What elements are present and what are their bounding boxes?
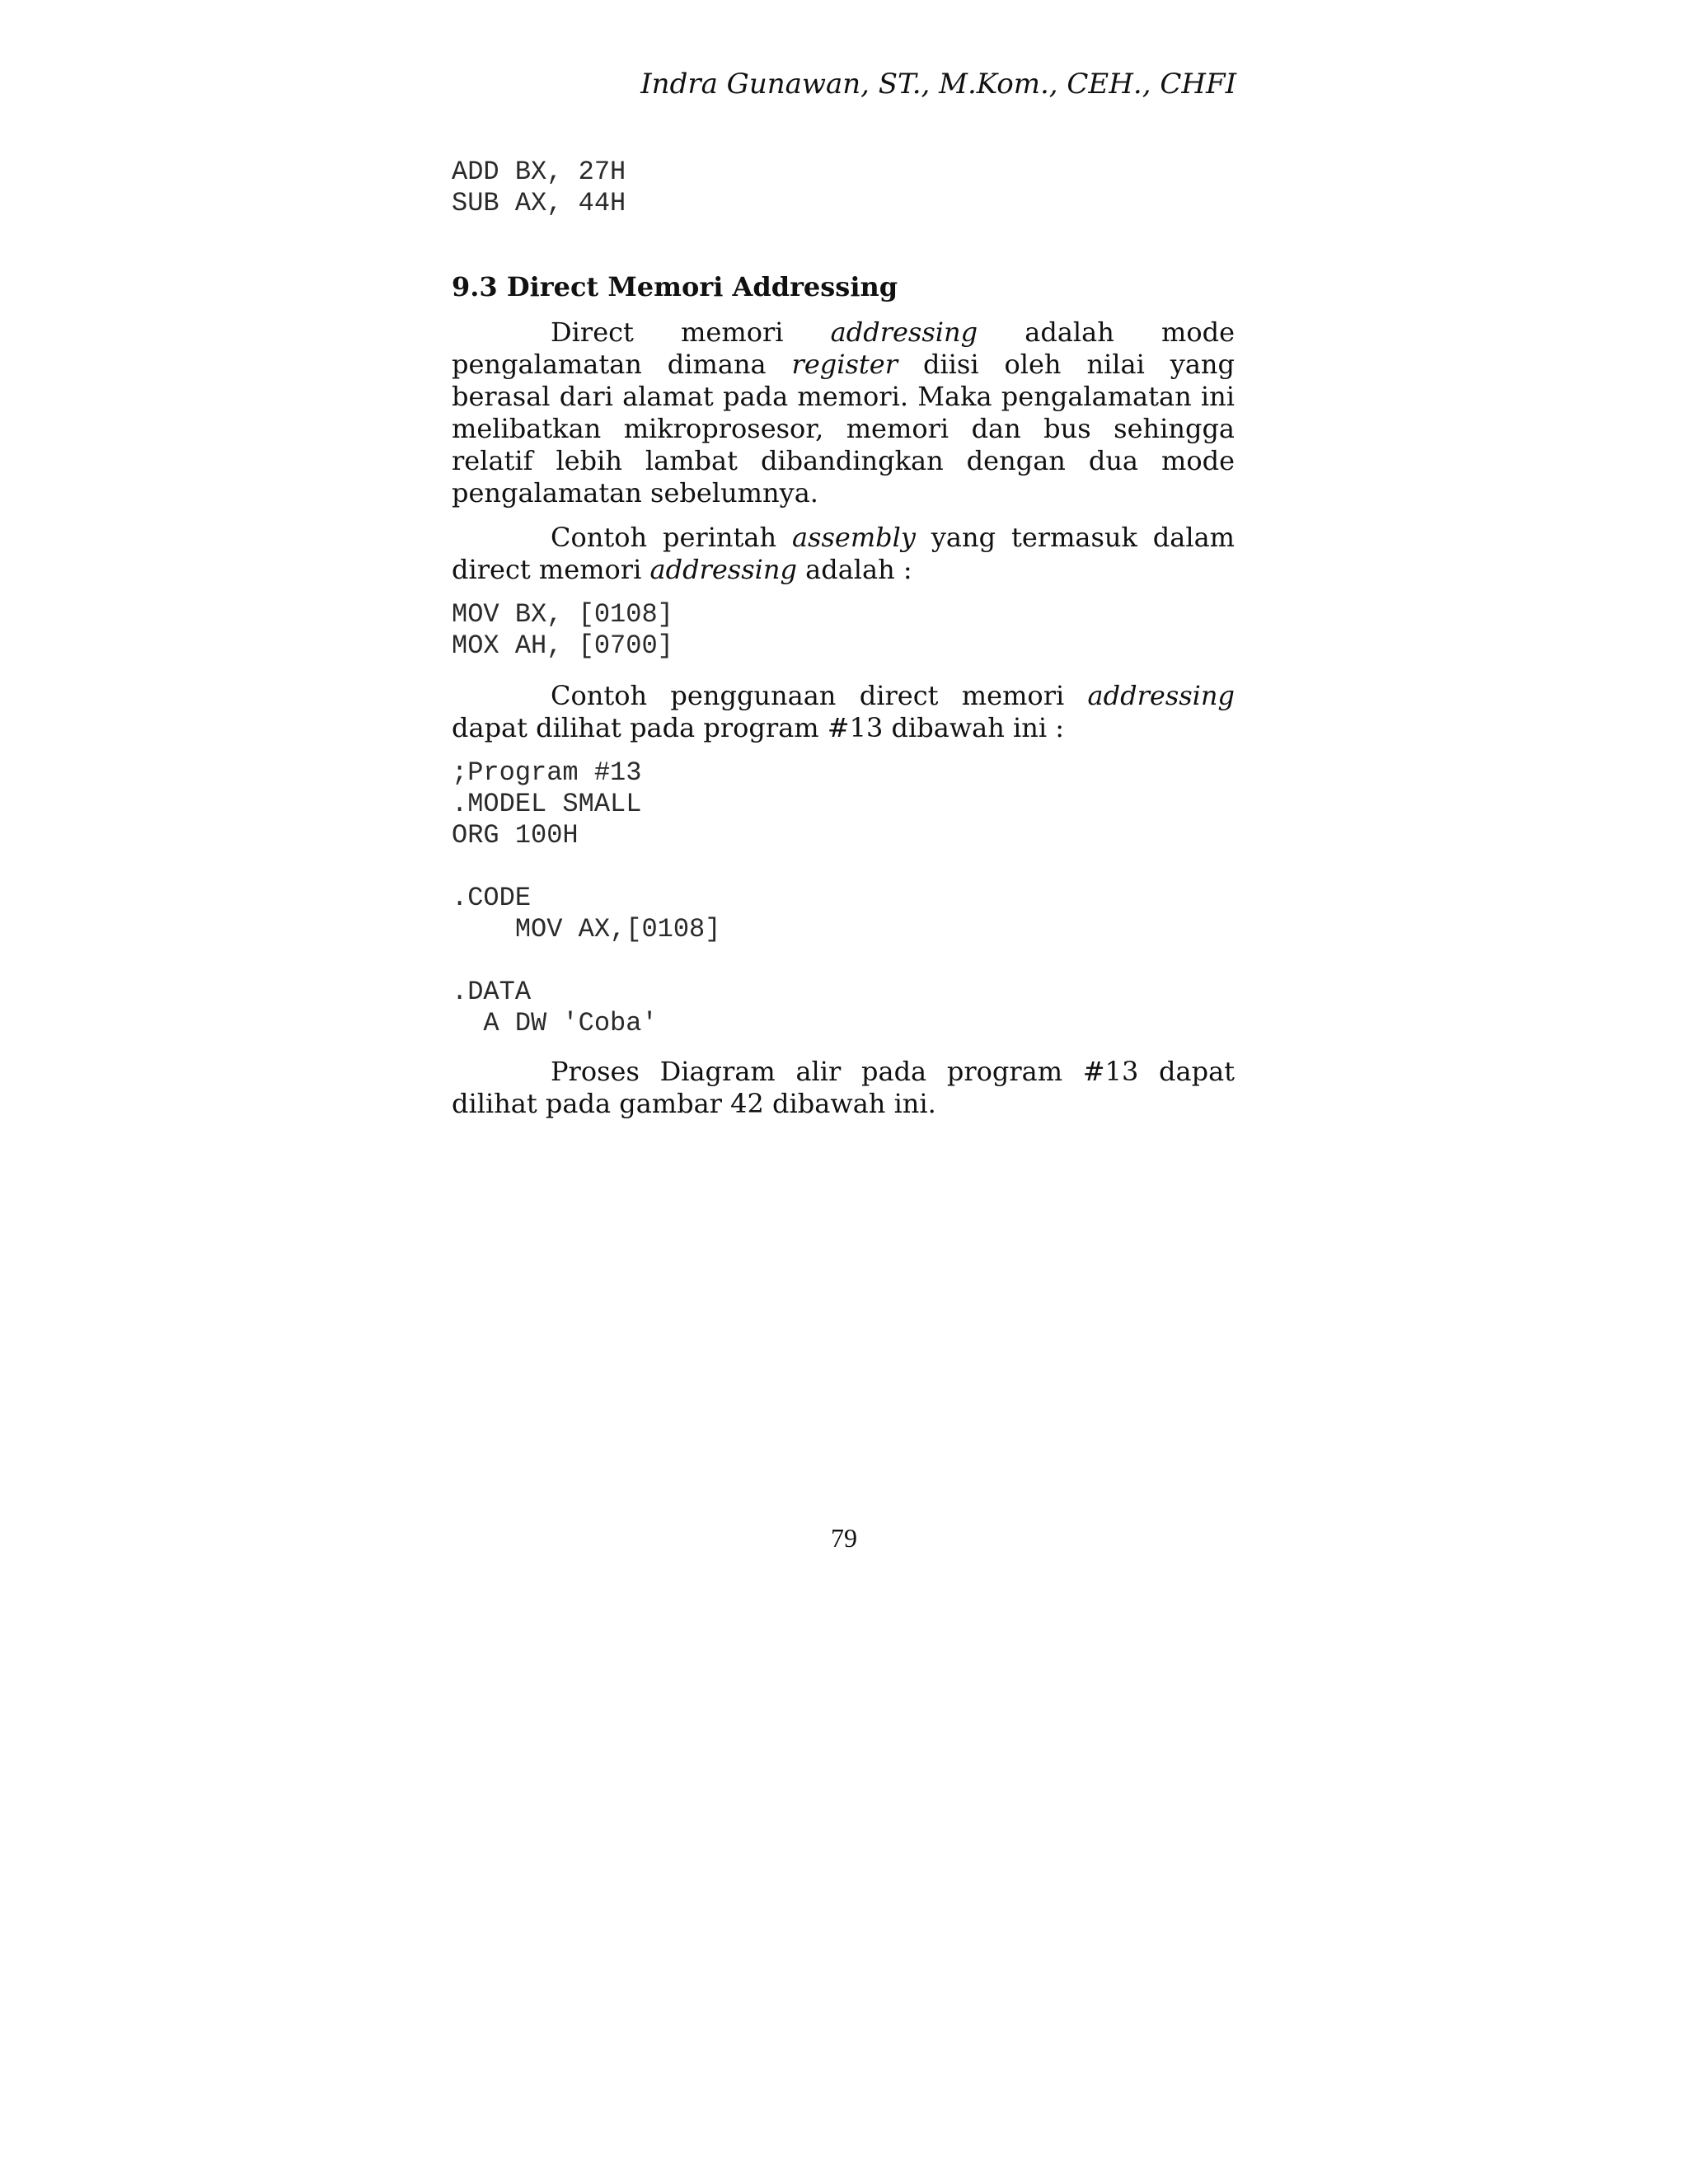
page-number: 79 <box>831 1523 857 1553</box>
code-line: .DATA <box>452 977 532 1007</box>
code-block-5 <box>452 977 1235 1039</box>
italic-term: assembly <box>791 522 916 553</box>
code-line: .CODE <box>452 883 532 913</box>
text-run: diisi oleh nilai yang berasal dari alamat pada memori. Maka pengalamatan ini melibatkan mikroprosesor, memori dan bus sehingga relatif lebih lambat dibandingkan dengan dua mode pengalamatan sebelumnya. <box>452 349 1235 509</box>
italic-term: addressing <box>830 316 978 348</box>
code-line: ADD BX, 27H <box>452 157 626 187</box>
text-run: Direct memori <box>551 316 831 348</box>
paragraph-3 <box>452 680 1235 744</box>
running-header: Indra Gunawan, ST., M.Kom., CEH., CHFI <box>640 68 1236 101</box>
page-content <box>452 157 1235 1120</box>
italic-term: addressing <box>1087 680 1235 711</box>
code-block-4 <box>452 883 1235 945</box>
code-line: .MODEL SMALL <box>452 789 642 819</box>
code-line: A DW 'Coba' <box>452 1008 658 1038</box>
code-line: SUB AX, 44H <box>452 188 626 218</box>
text-run: adalah : <box>796 554 912 585</box>
text-run: dapat dilihat pada program #13 dibawah ini : <box>452 712 1065 743</box>
text-run: yang termasuk dalam direct memori <box>452 522 1236 585</box>
text-run: Contoh penggunaan direct memori <box>551 680 1088 711</box>
italic-term: addressing <box>649 554 797 585</box>
text-run: adalah mode pengalamatan dimana <box>452 316 1235 380</box>
code-line: ORG 100H <box>452 820 579 851</box>
code-block-2 <box>452 599 1235 662</box>
paragraph-4: Proses Diagram alir pada program #13 dapat dilihat pada gambar 42 dibawah ini. <box>452 1056 1235 1119</box>
code-line: MOV BX, [0108] <box>452 599 673 630</box>
code-line: MOX AH, [0700] <box>452 630 673 661</box>
paragraph-2 <box>452 522 1235 586</box>
section-heading: 9.3 Direct Memori Addressing <box>452 271 898 302</box>
italic-term: register <box>791 349 898 380</box>
code-line: ;Program #13 <box>452 757 642 788</box>
code-block-1 <box>452 157 1235 219</box>
text-run: Contoh perintah <box>551 522 792 553</box>
code-line: MOV AX,[0108] <box>452 914 721 944</box>
code-block-3 <box>452 757 1235 851</box>
paragraph-1 <box>452 316 1235 509</box>
